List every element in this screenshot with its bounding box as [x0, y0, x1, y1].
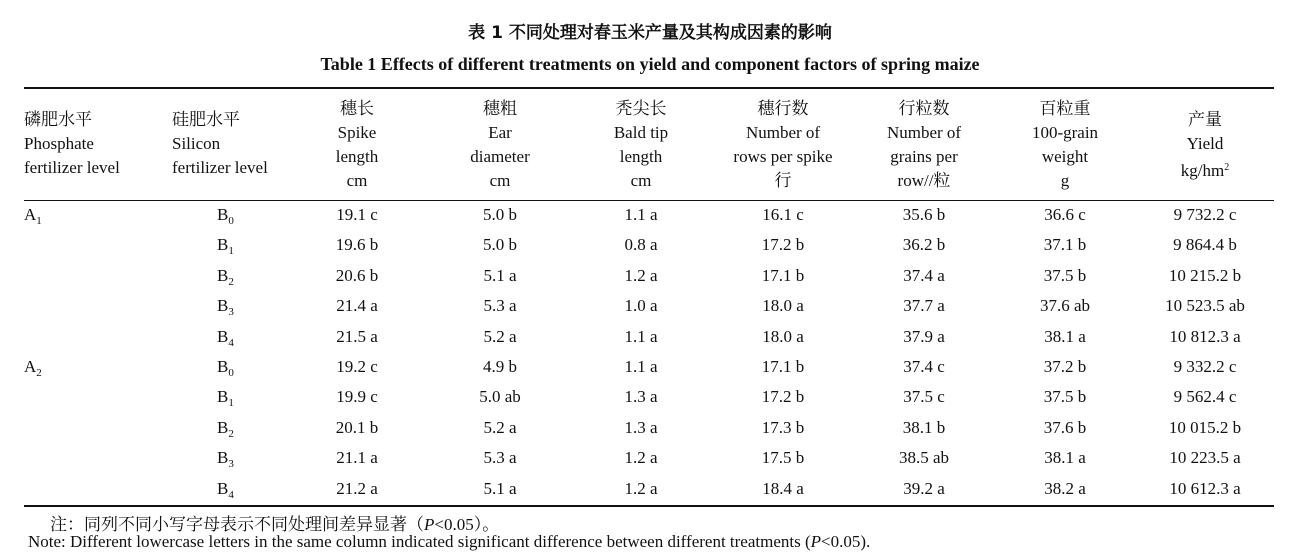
silicon-subscript: 4 [228, 336, 234, 349]
header-line: rows per spike [733, 147, 833, 166]
silicon-level-cell: $B_4$ [217, 326, 234, 349]
grains-per-row-cell: 37.4 a [903, 265, 945, 285]
bald-tip-cell: 1.2 a [624, 265, 658, 285]
table-top-rule [24, 87, 1274, 89]
header-spike-length [336, 97, 379, 193]
bald-tip-cell: 1.3 a [624, 417, 658, 437]
ear-diameter-cell: 5.1 a [483, 478, 517, 498]
silicon-level-cell: $B_3$ [217, 296, 234, 319]
table-note-english [28, 532, 870, 552]
silicon-subscript: 4 [228, 488, 234, 501]
note-cn-text: 注：同列不同小写字母表示不同处理间差异显著（ [50, 515, 424, 534]
yield-cell: 10 223.5 a [1169, 448, 1241, 468]
spike-length-cell: 19.2 c [336, 357, 378, 376]
rows-per-spike-cell: 16.1 c [762, 205, 804, 224]
bald-tip-cell: 1.3 a [624, 387, 658, 407]
header-rows-per-spike [733, 97, 832, 193]
silicon-level-cell: $B_2$ [217, 417, 234, 440]
rows-per-spike-cell: 17.1 b [761, 265, 805, 285]
header-line: length [619, 147, 663, 166]
silicon-level-cell: $B_0$ [217, 357, 234, 379]
ear-diameter-cell: 5.1 a [483, 265, 517, 285]
silicon-subscript: 1 [228, 245, 234, 258]
header-line: 百粒重 [1039, 99, 1091, 118]
grain-weight-cell: 36.6 c [1044, 205, 1086, 224]
header-line: 行粒数 [898, 99, 950, 118]
grain-weight-cell: 38.1 a [1044, 326, 1086, 346]
header-line: Phosphate [24, 134, 94, 153]
spike-length-cell: 19.6 b [335, 235, 379, 255]
header-line: Yield [1186, 134, 1224, 153]
note-en-tail: <0.05). [821, 532, 871, 551]
yield-cell: 10 812.3 a [1169, 326, 1241, 346]
yield-cell: 9 732.2 c [1173, 205, 1237, 224]
table-title-english: Table 1 Effects of different treatments on yield and component factors of spring maize [320, 54, 980, 74]
bald-tip-cell: 1.0 a [624, 296, 658, 316]
note-en-p: P [810, 532, 822, 551]
silicon-level-cell: $B_0$ [217, 205, 234, 227]
grain-weight-cell: 37.2 b [1043, 357, 1087, 376]
header-line: fertilizer level [172, 158, 268, 177]
ear-diameter-cell: 5.3 a [483, 448, 517, 468]
grains-per-row-cell: 39.2 a [903, 478, 945, 498]
yield-cell: 10 215.2 b [1168, 265, 1242, 285]
header-line: 秃尖长 [615, 99, 667, 118]
header-silicon [172, 108, 268, 180]
silicon-level-cell: $B_4$ [217, 478, 234, 501]
bald-tip-cell: 1.1 a [624, 326, 658, 346]
grain-weight-cell: 37.5 b [1043, 265, 1087, 285]
header-line: Bald tip [613, 123, 669, 142]
ear-diameter-cell: 5.3 a [483, 296, 517, 316]
silicon-subscript: 2 [228, 427, 234, 440]
grain-weight-cell: 37.1 b [1043, 235, 1087, 255]
header-line: 穗行数 [757, 99, 809, 118]
table-title-chinese: 表 1 不同处理对春玉米产量及其构成因素的影响 [468, 23, 832, 43]
grains-per-row-cell: 35.6 b [902, 205, 946, 224]
grain-weight-cell: 38.1 a [1044, 448, 1086, 468]
header-grain-weight [1032, 97, 1098, 193]
ear-diameter-cell: 5.0 ab [479, 387, 521, 407]
bald-tip-cell: 1.1 a [624, 357, 658, 376]
header-line: Ear [488, 123, 512, 142]
table-header-rule [24, 200, 1274, 201]
header-line: Number of [745, 123, 821, 142]
header-bald-tip [614, 97, 668, 193]
silicon-level-cell: $B_1$ [217, 235, 234, 258]
silicon-subscript: 2 [228, 275, 234, 288]
rows-per-spike-cell: 17.2 b [761, 387, 805, 407]
header-line: diameter [470, 147, 530, 166]
phosphate-level-cell: $A_1$ [24, 205, 42, 227]
bald-tip-cell: 1.2 a [624, 478, 658, 498]
header-line: 产量 [1187, 110, 1222, 129]
header-line: fertilizer level [24, 158, 120, 177]
bald-tip-cell: 1.2 a [624, 448, 658, 468]
header-line: 行 [774, 171, 792, 190]
grains-per-row-cell: 37.7 a [903, 296, 945, 316]
yield-cell: 9 864.4 b [1173, 235, 1237, 255]
ear-diameter-cell: 5.0 b [483, 205, 517, 224]
grains-per-row-cell: 37.9 a [903, 326, 945, 346]
header-line: 穗长 [340, 99, 374, 118]
spike-length-cell: 20.1 b [335, 417, 379, 437]
header-line: Number of [886, 123, 962, 142]
grains-per-row-cell: 36.2 b [902, 235, 946, 255]
spike-length-cell: 21.2 a [336, 478, 378, 498]
yield-cell: 9 332.2 c [1173, 357, 1237, 376]
bald-tip-cell: 0.8 a [624, 235, 658, 255]
header-line: cm [489, 171, 511, 190]
yield-cell: 10 612.3 a [1169, 478, 1241, 498]
header-line: 穗粗 [483, 99, 517, 118]
grain-weight-cell: 37.6 b [1043, 417, 1087, 437]
grains-per-row-cell: 37.5 c [903, 387, 945, 407]
header-yield [1181, 108, 1229, 183]
header-line: cm [346, 171, 368, 190]
header-phosphate [24, 108, 120, 180]
grains-per-row-cell: 37.4 c [903, 357, 945, 376]
rows-per-spike-cell: 17.3 b [761, 417, 805, 437]
header-line: length [335, 147, 379, 166]
spike-length-cell: 20.6 b [335, 265, 379, 285]
spike-length-cell: 21.1 a [336, 448, 378, 468]
yield-cell: 10 523.5 ab [1165, 296, 1245, 316]
grain-weight-cell: 37.5 b [1043, 387, 1087, 407]
ear-diameter-cell: 5.2 a [483, 326, 517, 346]
header-line: Spike [337, 123, 377, 142]
ear-diameter-cell: 5.2 a [483, 417, 517, 437]
note-en-text: Note: Different lowercase letters in the same column indicated significant difference between different treatments ( [28, 532, 811, 551]
silicon-subscript: 0 [228, 215, 234, 227]
phosphate-subscript: 1 [36, 215, 42, 227]
silicon-level-cell: $B_3$ [217, 448, 234, 471]
header-line: g [1060, 171, 1070, 190]
table-bottom-rule [24, 505, 1274, 507]
header-line: 磷肥水平 [24, 110, 92, 129]
note-cn-tail: <0.05）。 [434, 515, 500, 534]
silicon-subscript: 0 [228, 367, 234, 379]
spike-length-cell: 21.4 a [336, 296, 378, 316]
note-cn-p: P [424, 515, 435, 534]
phosphate-subscript: 2 [36, 367, 42, 379]
ear-diameter-cell: 4.9 b [483, 357, 517, 376]
header-line: grains per [890, 147, 958, 166]
rows-per-spike-cell: 18.4 a [762, 478, 804, 498]
header-ear-diameter [470, 97, 529, 193]
silicon-level-cell: $B_1$ [217, 387, 234, 410]
header-grains-per-row [887, 97, 961, 193]
header-line: weight [1041, 147, 1089, 166]
rows-per-spike-cell: 17.1 b [761, 357, 805, 376]
yield-unit-superscript: 2 [1224, 162, 1230, 173]
silicon-subscript: 3 [228, 306, 234, 319]
ear-diameter-cell: 5.0 b [483, 235, 517, 255]
rows-per-spike-cell: 17.2 b [761, 235, 805, 255]
grain-weight-cell: 38.2 a [1044, 478, 1086, 498]
rows-per-spike-cell: 17.5 b [761, 448, 805, 468]
header-line: Silicon [172, 134, 221, 153]
spike-length-cell: 19.9 c [336, 387, 378, 407]
header-line: row//粒 [897, 171, 951, 190]
phosphate-level-cell: $A_2$ [24, 357, 42, 379]
rows-per-spike-cell: 18.0 a [762, 296, 804, 316]
silicon-level-cell: $B_2$ [217, 265, 234, 288]
grains-per-row-cell: 38.5 ab [898, 448, 950, 468]
yield-cell: 9 562.4 c [1173, 387, 1237, 407]
yield-cell: 10 015.2 b [1168, 417, 1242, 437]
spike-length-cell: 19.1 c [336, 205, 378, 224]
bald-tip-cell: 1.1 a [624, 205, 658, 224]
grains-per-row-cell: 38.1 b [902, 417, 946, 437]
grain-weight-cell: 37.6 ab [1039, 296, 1091, 316]
header-line: 硅肥水平 [172, 110, 240, 129]
header-line: $kg/hm^2$ [1180, 161, 1230, 180]
silicon-subscript: 1 [228, 397, 234, 410]
silicon-subscript: 3 [228, 458, 234, 471]
header-line: cm [630, 171, 652, 190]
header-line: 100-grain [1031, 123, 1099, 142]
spike-length-cell: 21.5 a [336, 326, 378, 346]
rows-per-spike-cell: 18.0 a [762, 326, 804, 346]
